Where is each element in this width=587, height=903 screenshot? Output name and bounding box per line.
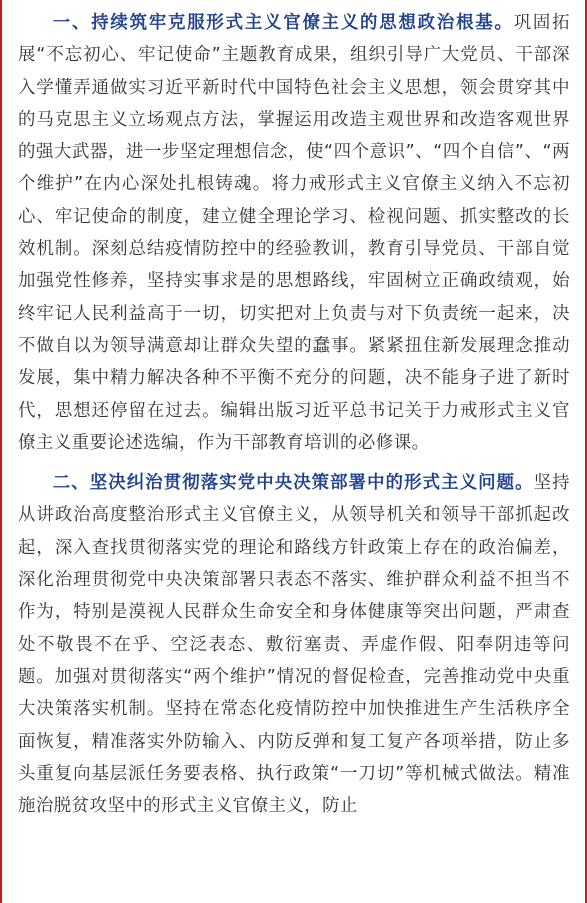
section-body-1: 巩固拓展“不忘初心、牢记使命”主题教育成果，组织引导广大党员、干部深入学懂弄通做实习近平新时代中国特色社会主义思想，领会贯穿其中的马克思主义立场观点方法，掌握运用改造主观世界和改造客观世界的强大武器，进一步坚定理想信念，使“四个意识”、“四个自信”、“两个维护”在内心深处扎根铸魂。将力戒形式主义官僚主义纳入不忘初心、牢记使命的制度，建立健全理论学习、检视问题、抓实整改的长效机制。深刻总结疫情防控中的经验教训，教育引导党员、干部自觉加强党性修养，坚持实事求是的思想路线，牢固树立正确政绩观，始终牢记人民利益高于一切，切实把对上负责与对下负责统一起来，决不做自以为领导满意却让群众失望的蠢事。紧紧扭住新发展理念推动发展，集中精力解决各种不平衡不充分的问题，决不能身子进了新时代，思想还停留在过去。编辑出版习近平总书记关于力戒形式主义官僚主义重要论述选编，作为干部教育培训的必修课。 [18, 13, 570, 453]
section-heading-1: 一、持续筑牢克服形式主义官僚主义的思想政治根基。 [52, 13, 514, 33]
section-body-2: 坚持从讲政治高度整治形式主义官僚主义，从领导机关和领导干部抓起改起，深入查找贯彻落实党的理论和路线方针政策上存在的政治偏差，深化治理贯彻党中央决策部署只表态不落实、维护群众利益不担当不作为，特别是漠视人民群众生命安全和身体健康等突出问题，严肃查处不敬畏不在乎、空泛表态、敷衍塞责、弄虚作假、阳奉阴违等问题。加强对贯彻落实“两个维护”情况的督促检查，完善推动党中央重大决策落实机制。坚持在常态化疫情防控中加快推进生产生活秩序全面恢复，精准落实外防输入、内防反弹和复工复产各项举措，防止多头重复向基层派任务要表格、执行政策“一刀切”等机械式做法。精准施治脱贫攻坚中的形式主义官僚主义，防止 [18, 473, 570, 817]
section-heading-2: 二、坚决纠治贯彻落实党中央决策部署中的形式主义问题。 [52, 473, 534, 494]
article-paragraph-2 [18, 467, 570, 822]
article-paragraph-1 [18, 7, 570, 459]
